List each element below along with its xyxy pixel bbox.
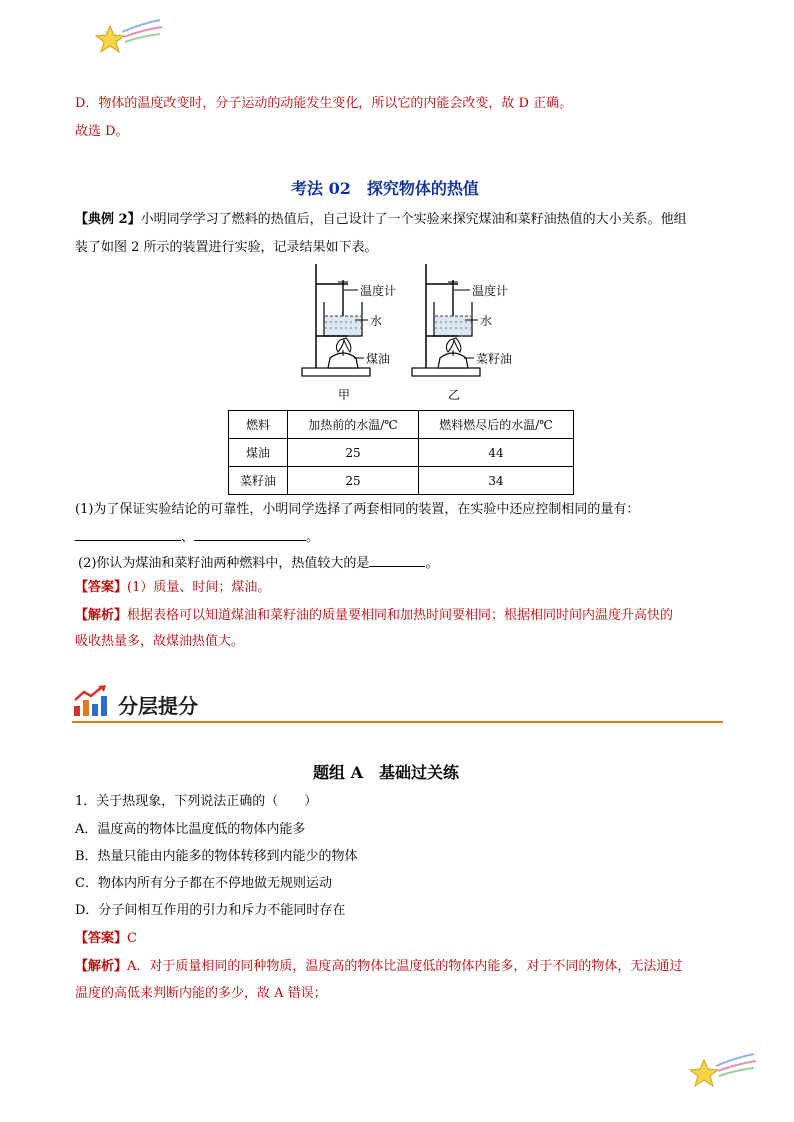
caption-right: 乙 xyxy=(448,388,461,402)
answer-blank-3[interactable] xyxy=(369,552,425,567)
analysis-2-line-1 xyxy=(75,957,682,977)
bar-chart-icon xyxy=(72,684,108,718)
answer-blank-2[interactable] xyxy=(194,526,306,541)
section-divider xyxy=(72,721,723,723)
table-row xyxy=(229,467,574,495)
table-cell: 34 xyxy=(419,467,574,495)
table-header-row xyxy=(229,411,574,439)
table-cell: 煤油 xyxy=(229,439,288,467)
question-2-text: (2)你认为煤油和菜籽油两种燃料中，热值较大的是 xyxy=(78,556,370,571)
analysis-1-line-2: 吸收热量多，故煤油热值大。 xyxy=(75,634,245,649)
table-header-cell: 燃料燃尽后的水温/℃ xyxy=(419,411,574,439)
answer-blank-1[interactable] xyxy=(75,526,181,541)
option-b: B．热量只能由内能多的物体转移到内能少的物体 xyxy=(75,849,358,864)
table-cell: 菜籽油 xyxy=(229,467,288,495)
option-c: C．物体内所有分子都在不停地做无规则运动 xyxy=(75,876,332,891)
table-row xyxy=(229,439,574,467)
answer-tag: 【答案】 xyxy=(75,931,128,946)
question-1-line: (1)为了保证实验结论的可靠性，小明同学选择了两套相同的装置，在实验中还应控制相同的量有： xyxy=(75,502,640,517)
blank-separator: 、 xyxy=(181,530,195,545)
table-cell: 25 xyxy=(288,439,419,467)
table-cell: 44 xyxy=(419,439,574,467)
apparatus-figure xyxy=(300,262,530,404)
example-text-1: 小明同学学习了燃料的热值后，自己设计了一个实验来探究煤油和菜籽油热值的大小关系。他组 xyxy=(140,212,687,227)
analysis-text-1: 根据表格可以知道煤油和菜籽油的质量要相同和加热时间要相同；根据相同时间内温度升高快的 xyxy=(127,608,674,623)
answer-2-line xyxy=(75,929,137,949)
label-thermometer-left: 温度计 xyxy=(360,284,397,298)
answer-1-line xyxy=(75,578,270,598)
table-header-cell: 加热前的水温/℃ xyxy=(288,411,419,439)
question-2-end: 。 xyxy=(425,556,439,571)
answer-text: C xyxy=(127,931,137,946)
star-decoration-top-icon xyxy=(92,18,164,60)
label-thermometer-right: 温度计 xyxy=(472,284,509,298)
choose-d-line: 故选 D。 xyxy=(75,124,129,139)
group-title: 题组 A 基础过关练 xyxy=(313,763,459,782)
example-line-2: 装了如图 2 所示的装置进行实验，记录结果如下表。 xyxy=(75,240,378,255)
question-2-line xyxy=(78,552,438,574)
question-stem: 1．关于热现象，下列说法正确的（ ） xyxy=(75,794,318,809)
label-water-left: 水 xyxy=(370,314,383,328)
table-cell: 25 xyxy=(288,467,419,495)
label-fuel-right: 菜籽油 xyxy=(476,352,513,366)
analysis-tag: 【解析】 xyxy=(75,608,128,623)
option-a: A．温度高的物体比温度低的物体内能多 xyxy=(75,822,306,837)
question-1-end: 。 xyxy=(306,530,320,545)
example-line-1 xyxy=(75,210,687,230)
answer-tag: 【答案】 xyxy=(75,580,128,595)
analysis-text-1: A．对于质量相同的同种物质，温度高的物体比温度低的物体内能多，对于不同的物体，无法通过 xyxy=(127,959,683,974)
data-table xyxy=(228,410,574,495)
section-title: 分层提分 xyxy=(118,694,198,718)
analysis-tag: 【解析】 xyxy=(75,959,128,974)
label-water-right: 水 xyxy=(480,314,493,328)
method-title: 考法 02 探究物体的热值 xyxy=(291,179,479,198)
example-tag: 【典例 2】 xyxy=(75,212,141,227)
analysis-2-line-2: 温度的高低来判断内能的多少，故 A 错误； xyxy=(75,986,327,1001)
analysis-1-line-1 xyxy=(75,606,673,626)
answer-d-line: D．物体的温度改变时，分子运动的动能发生变化，所以它的内能会改变，故 D 正确。 xyxy=(75,96,573,111)
table-header-cell: 燃料 xyxy=(229,411,288,439)
label-fuel-left: 煤油 xyxy=(366,352,391,366)
star-decoration-bottom-icon xyxy=(686,1052,758,1094)
question-1-blanks xyxy=(75,526,319,548)
answer-text: (1）质量、时间；煤油。 xyxy=(127,580,271,595)
caption-left: 甲 xyxy=(338,388,351,402)
option-d: D．分子间相互作用的引力和斥力不能同时存在 xyxy=(75,903,346,918)
